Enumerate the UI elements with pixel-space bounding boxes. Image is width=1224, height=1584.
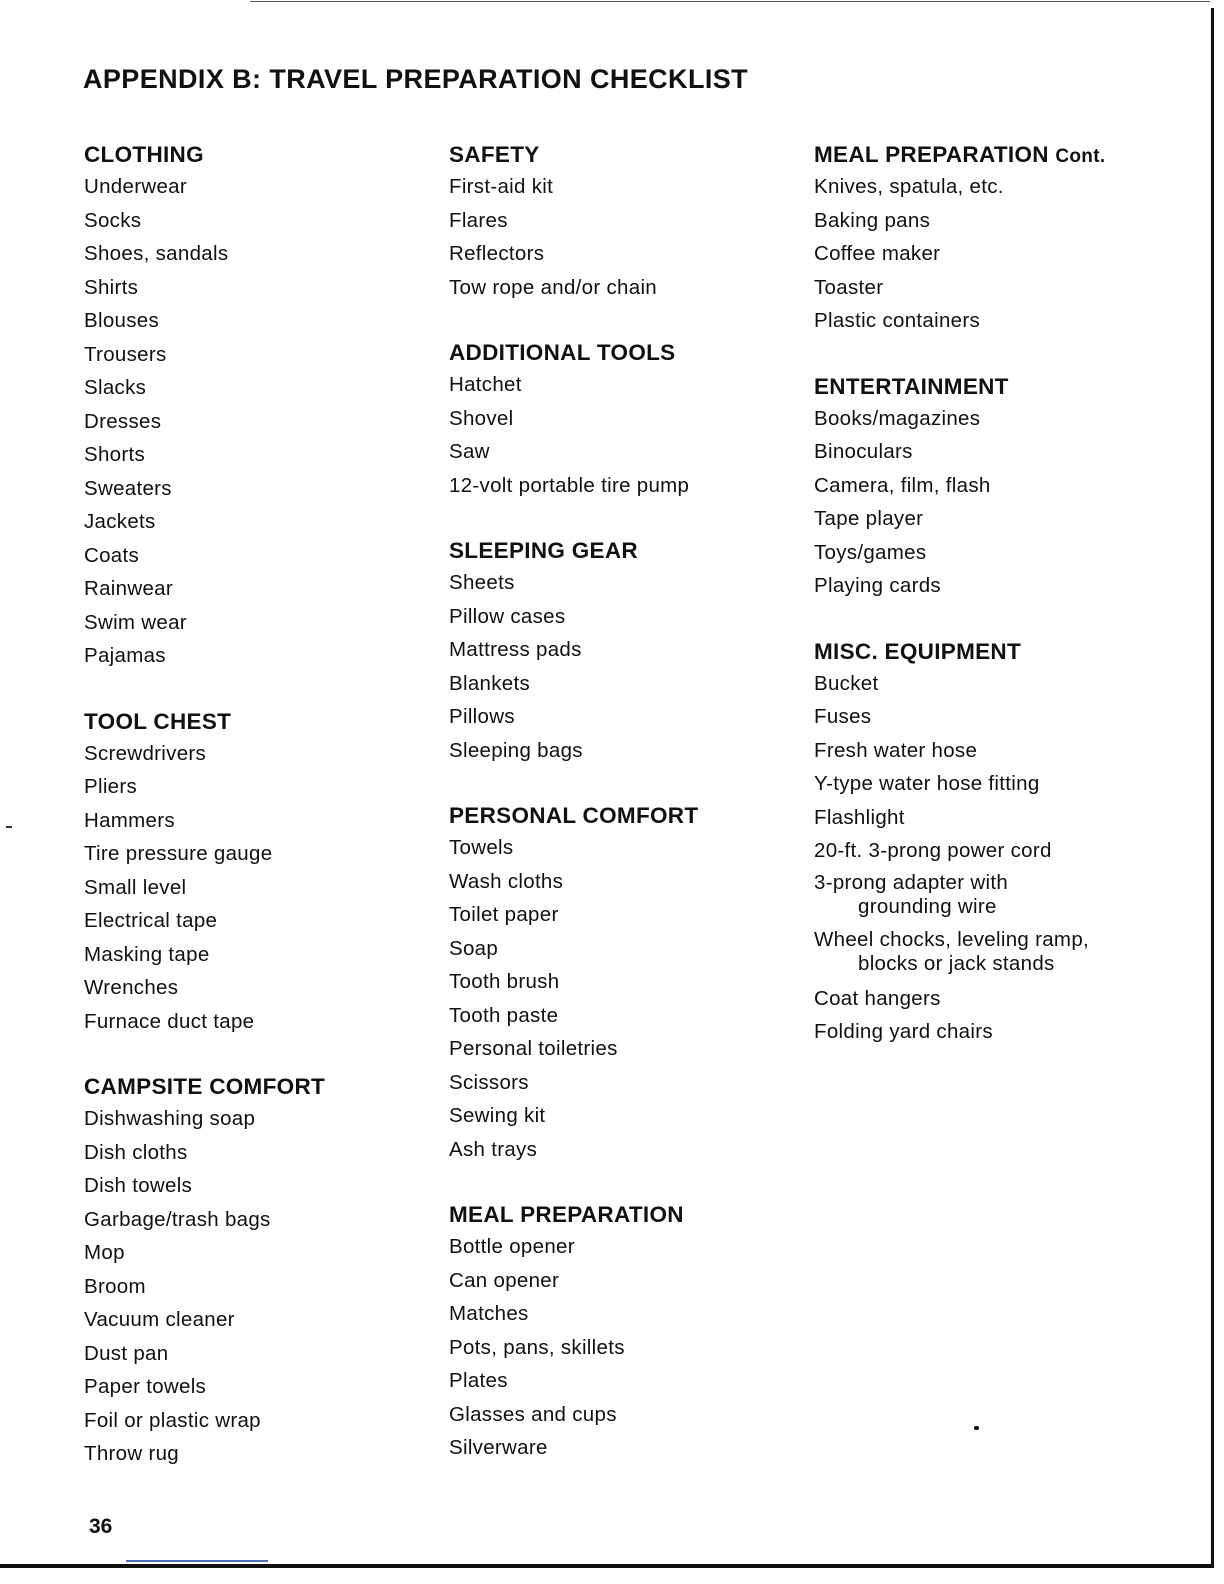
list-item: Tape player <box>814 507 924 530</box>
bottom-margin-mark <box>126 1560 268 1562</box>
section-title: MEAL PREPARATION <box>449 1202 684 1227</box>
list-item-continuation: blocks or jack stands <box>858 951 1055 975</box>
section-clothing <box>84 140 325 673</box>
checklist-items <box>449 1230 698 1465</box>
list-item: Plates <box>449 1369 508 1392</box>
list-item: Underwear <box>84 175 187 198</box>
list-item: Can opener <box>449 1268 560 1292</box>
section-title: CLOTHING <box>84 142 204 167</box>
list-item: Wash cloths <box>449 869 564 893</box>
list-item: Binoculars <box>814 440 913 463</box>
checklist-column-2 <box>449 140 698 1499</box>
list-item: Shoes, sandals <box>84 242 229 265</box>
section-title: ADDITIONAL TOOLS <box>449 340 676 365</box>
section-title: PERSONAL COMFORT <box>449 803 699 828</box>
checklist-items <box>449 368 698 502</box>
list-item: Toys/games <box>814 540 927 564</box>
list-item: Mop <box>84 1241 125 1264</box>
list-item: Hammers <box>84 808 175 832</box>
list-item: Fresh water hose <box>814 738 978 762</box>
list-item: Tire pressure gauge <box>84 842 273 865</box>
list-item: Dresses <box>84 409 162 433</box>
section-safety <box>449 140 698 304</box>
list-item: 12-volt portable tire pump <box>449 473 690 497</box>
list-item: Garbage/trash bags <box>84 1207 271 1231</box>
checklist-items <box>449 170 698 304</box>
list-item-continuation: grounding wire <box>858 894 997 918</box>
page-top-edge <box>250 1 1210 2</box>
list-item: Camera, film, flash <box>814 473 991 497</box>
list-item-line: 3-prong adapter with <box>814 870 1009 894</box>
page-bottom-border <box>0 1564 1214 1568</box>
list-item: Electrical tape <box>84 909 218 932</box>
section-meal-preparation-cont <box>814 140 1105 338</box>
section-additional-tools <box>449 338 698 502</box>
list-item: Shirts <box>84 275 139 299</box>
list-item: Jackets <box>84 510 156 533</box>
list-item: Pliers <box>84 775 138 798</box>
list-item: Sheets <box>449 571 515 594</box>
list-item: Folding yard chairs <box>814 1020 993 1043</box>
checklist-items <box>814 170 1105 338</box>
checklist-items <box>814 402 1105 603</box>
list-item: Pillow cases <box>449 604 566 628</box>
list-item: Dust pan <box>84 1341 169 1365</box>
section-tool-chest <box>84 707 325 1039</box>
list-item: Flashlight <box>814 805 905 829</box>
list-item: Mattress pads <box>449 638 582 661</box>
list-item: Bucket <box>814 671 879 695</box>
section-campsite-comfort <box>84 1072 325 1471</box>
list-item-line: Wheel chocks, leveling ramp, <box>814 927 1090 951</box>
section-personal-comfort <box>449 801 698 1166</box>
list-item: Coats <box>84 543 140 567</box>
list-item: Sewing kit <box>449 1104 546 1127</box>
list-item: Fuses <box>814 705 872 728</box>
checklist-column-1 <box>84 140 325 1505</box>
list-item: Masking tape <box>84 942 210 966</box>
list-item <box>814 868 1105 925</box>
list-item: Glasses and cups <box>449 1402 617 1426</box>
list-item: Broom <box>84 1274 146 1298</box>
list-item: Soap <box>449 936 499 960</box>
list-item: Saw <box>449 440 490 463</box>
list-item: Slacks <box>84 376 147 399</box>
list-item: Pajamas <box>84 644 166 667</box>
list-item: Shorts <box>84 443 146 466</box>
list-item: Tow rope and/or chain <box>449 275 658 299</box>
list-item: Tooth brush <box>449 970 560 993</box>
list-item: Swim wear <box>84 610 187 634</box>
section-title: SAFETY <box>449 142 540 167</box>
list-item: Screwdrivers <box>84 741 207 765</box>
list-item: Rainwear <box>84 577 173 600</box>
list-item: Playing cards <box>814 574 941 597</box>
list-item: Matches <box>449 1302 529 1325</box>
list-item: Sleeping bags <box>449 738 583 762</box>
checklist-items <box>84 170 325 673</box>
list-item: Wrenches <box>84 976 179 999</box>
section-title: ENTERTAINMENT <box>814 373 1009 399</box>
list-item: Reflectors <box>449 242 545 265</box>
list-item: Trousers <box>84 342 167 366</box>
list-item: Scissors <box>449 1070 529 1094</box>
list-item: Foil or plastic wrap <box>84 1408 261 1432</box>
list-item <box>814 925 1105 982</box>
section-title-text: MEAL PREPARATION <box>814 142 1049 167</box>
checklist-items <box>449 566 698 767</box>
list-item: Books/magazines <box>814 406 981 430</box>
list-item: Silverware <box>449 1436 548 1459</box>
list-item: Small level <box>84 875 187 899</box>
list-item: Ash trays <box>449 1137 538 1161</box>
list-item: Dishwashing soap <box>84 1107 256 1130</box>
section-sleeping-gear <box>449 536 698 767</box>
list-item: 20-ft. 3-prong power cord <box>814 839 1052 862</box>
list-item: Blankets <box>449 671 531 695</box>
list-item: Blouses <box>84 309 160 332</box>
checklist-items <box>449 831 698 1166</box>
list-item: Pillows <box>449 705 515 728</box>
section-misc-equipment <box>814 637 1105 1049</box>
list-item: Personal toiletries <box>449 1037 618 1060</box>
list-item: Coffee maker <box>814 242 941 265</box>
page-right-border <box>1211 8 1214 1568</box>
list-item: Tooth paste <box>449 1003 559 1027</box>
checklist-items <box>84 737 325 1039</box>
list-item: Dish towels <box>84 1174 193 1197</box>
section-title: MISC. EQUIPMENT <box>814 638 1022 664</box>
list-item: Socks <box>84 208 142 232</box>
list-item: Vacuum cleaner <box>84 1308 235 1331</box>
section-title: TOOL CHEST <box>84 708 232 734</box>
section-title: CAMPSITE COMFORT <box>84 1074 326 1099</box>
page-number: 36 <box>89 1515 113 1538</box>
list-item: Dish cloths <box>84 1140 188 1164</box>
list-item: First-aid kit <box>449 175 554 198</box>
continued-label: Cont. <box>1055 146 1106 167</box>
checklist-items <box>814 667 1105 1049</box>
list-item: Furnace duct tape <box>84 1009 255 1033</box>
list-item: Knives, spatula, etc. <box>814 175 1004 198</box>
checklist-items <box>84 1102 325 1471</box>
list-item: Toaster <box>814 275 884 299</box>
list-item: Toilet paper <box>449 903 559 926</box>
list-item: Y-type water hose fitting <box>814 772 1040 795</box>
list-item: Towels <box>449 836 514 859</box>
section-meal-preparation <box>449 1200 698 1465</box>
margin-mark <box>6 826 12 828</box>
list-item: Coat hangers <box>814 986 941 1010</box>
list-item: Paper towels <box>84 1375 207 1398</box>
list-item: Bottle opener <box>449 1235 575 1258</box>
section-title: SLEEPING GEAR <box>449 538 638 563</box>
list-item: Pots, pans, skillets <box>449 1335 625 1359</box>
section-entertainment <box>814 372 1105 603</box>
page-title: APPENDIX B: TRAVEL PREPARATION CHECKLIST <box>83 64 749 94</box>
list-item: Baking pans <box>814 208 931 232</box>
checklist-column-3 <box>814 140 1105 1083</box>
scan-speck <box>974 1426 979 1430</box>
list-item: Shovel <box>449 406 514 430</box>
list-item: Flares <box>449 208 508 232</box>
list-item: Hatchet <box>449 373 522 396</box>
list-item: Sweaters <box>84 476 172 500</box>
section-title <box>814 140 1105 170</box>
list-item: Plastic containers <box>814 309 981 332</box>
list-item: Throw rug <box>84 1442 179 1465</box>
